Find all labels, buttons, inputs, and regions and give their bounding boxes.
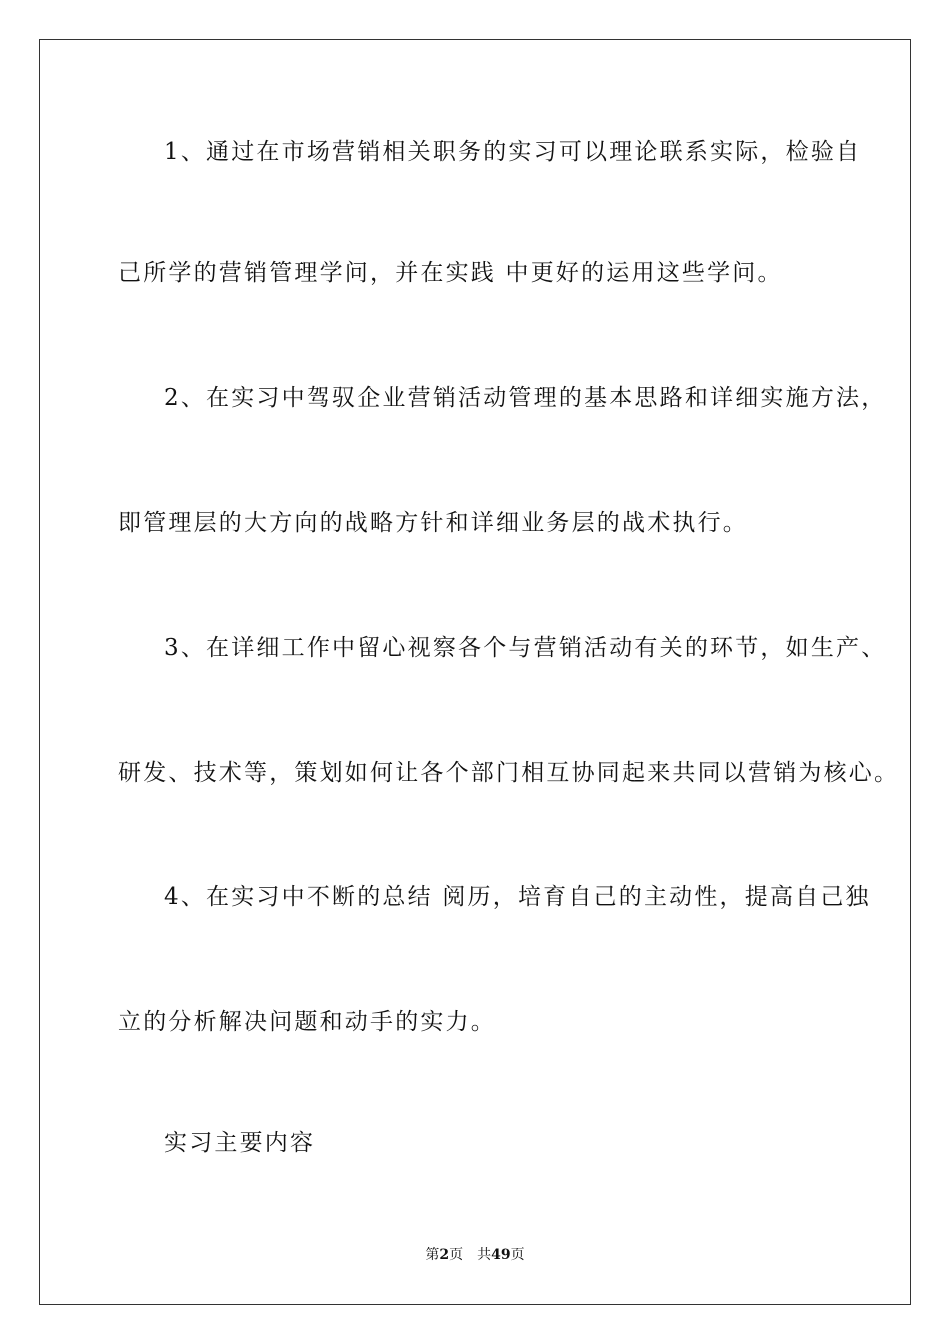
total-label-suffix: 页 [510, 1247, 525, 1263]
section-heading: 实习主要内容 [164, 1130, 316, 1156]
paragraph-2-line-1: 2、在实习中驾驭企业营销活动管理的基本思路和详细实施方法， [164, 385, 887, 411]
page-number: 2 [439, 1247, 450, 1263]
paragraph-2-line-2: 即管理层的大方向的战略方针和详细业务层的战术执行。 [118, 510, 748, 536]
paragraph-3-line-1: 3、在详细工作中留心视察各个与营销活动有关的环节，如生产、 [164, 635, 887, 661]
page-label-prefix: 第 [425, 1247, 440, 1263]
paragraph-1-line-1: 1、通过在市场营销相关职务的实习可以理论联系实际，检验自 [164, 139, 862, 165]
paragraph-3-line-2: 研发、技术等，策划如何让各个部门相互协同起来共同以营销为核心。 [118, 760, 900, 786]
paragraph-1-line-2: 己所学的营销管理学问，并在实践 中更好的运用这些学问。 [118, 260, 783, 286]
paragraph-4-line-1: 4、在实习中不断的总结 阅历，培育自己的主动性，提高自己独 [164, 884, 871, 910]
paragraph-4-line-2: 立的分析解决问题和动手的实力。 [118, 1009, 496, 1035]
page-border [39, 39, 911, 1305]
total-label-prefix: 共 [477, 1247, 492, 1263]
page-label-suffix: 页 [449, 1247, 464, 1263]
page-footer [0, 1246, 950, 1264]
total-pages: 49 [491, 1247, 511, 1263]
